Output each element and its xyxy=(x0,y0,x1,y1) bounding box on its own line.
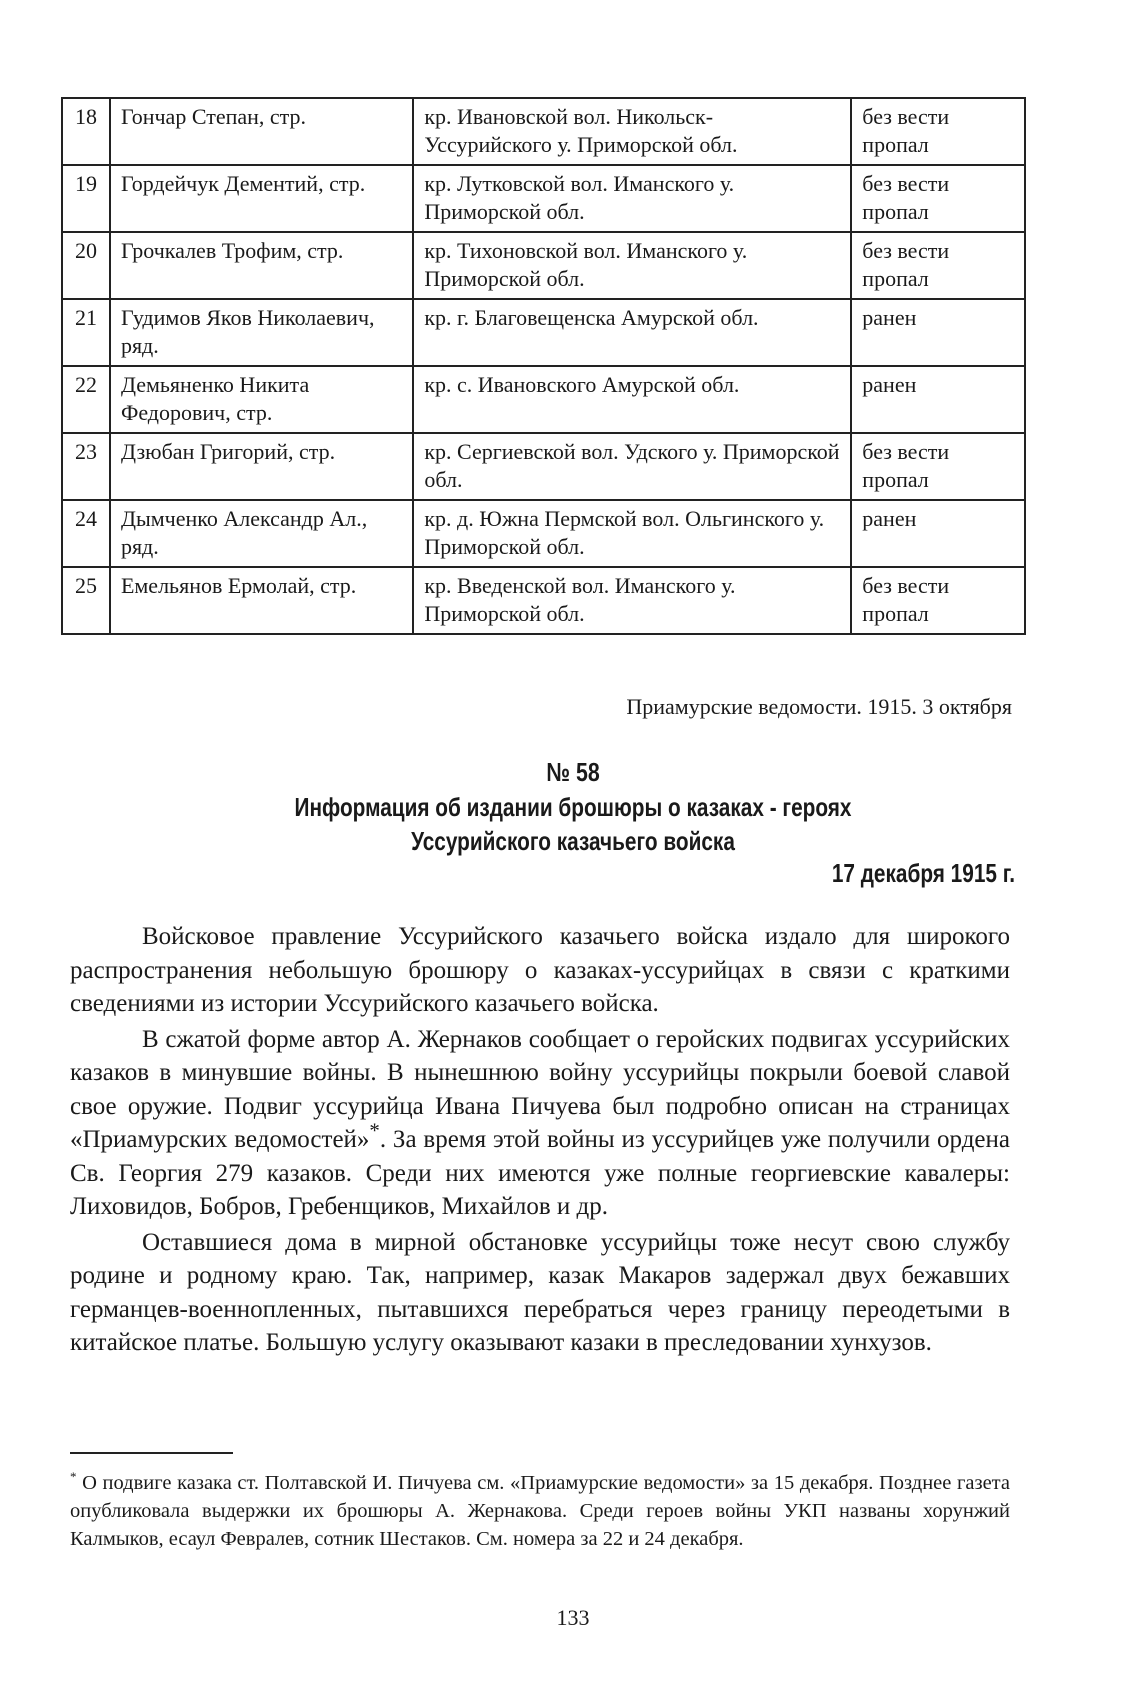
person-name: Демьяненко Никита Федорович, стр. xyxy=(110,366,413,433)
row-number: 24 xyxy=(62,500,110,567)
footnote-text: О подвиге казака ст. Полтавской И. Пичуева см. «Приамурские ведомости» за 15 декабря. Позднее газета опубликовала выдержки их брошюры А. Жернакова. Среди героев войны УКП названы хорунжий Калмыков, есаул Февралев, сотник Шестаков. См. номера за 22 и 24 декабря. xyxy=(70,1472,1010,1550)
status: без вести пропал xyxy=(851,165,1025,232)
origin-place: кр. Ивановской вол. Никольск-Уссурийского у. Приморской обл. xyxy=(413,98,851,165)
origin-place: кр. д. Южна Пермской вол. Ольгинского у. Приморской обл. xyxy=(413,500,851,567)
origin-place: кр. Сергиевской вол. Удского у. Приморской обл. xyxy=(413,433,851,500)
status: ранен xyxy=(851,366,1025,433)
origin-place: кр. Введенской вол. Иманского у. Приморской обл. xyxy=(413,567,851,634)
document-date: 17 декабря 1915 г. xyxy=(831,858,1015,888)
source-citation: Приамурские ведомости. 1915. 3 октября xyxy=(626,694,1012,719)
row-number: 20 xyxy=(62,232,110,299)
row-number: 18 xyxy=(62,98,110,165)
document-number: № 58 xyxy=(546,757,600,787)
row-number: 21 xyxy=(62,299,110,366)
person-name: Дзюбан Григорий, стр. xyxy=(110,433,413,500)
footnote-divider xyxy=(70,1452,233,1454)
title-line: Информация об издании брошюры о казаках - героях xyxy=(294,792,852,822)
document-title xyxy=(115,790,1032,858)
origin-place: кр. Лутковской вол. Иманского у. Приморской обл. xyxy=(413,165,851,232)
paragraph: В сжатой форме автор А. Жернаков сообщает о геройских подвигах уссурийских казаков в минувшие войны. В нынешнюю войну уссурийцы покрыли боевой славой свое оружие. Подвиг уссурийца Ивана Пичуева был подробно описан на страницах «Приамурских ведомостей»*. За время этой войны из уссурийцев уже получили ордена Св. Георгия 279 казаков. Среди них имеются уже полные георгиевские кавалеры: Лиховидов, Бобров, Гребенщиков, Михайлов и др. xyxy=(70,1025,1011,1220)
footnote xyxy=(70,1469,1010,1553)
status: ранен xyxy=(851,500,1025,567)
table-row xyxy=(62,366,1025,433)
status: ранен xyxy=(851,299,1025,366)
paragraph: Оставшиеся дома в мирной обстановке уссурийцы тоже несут свою службу родине и родному краю. Так, например, казак Макаров задержал двух бежавших германцев-военнопленных, пытавшихся перебраться через границу переодетыми в китайское платье. Большую услугу оказывают казаки в преследовании хунхузов. xyxy=(70,1228,1010,1356)
table-row xyxy=(62,433,1025,500)
document-body xyxy=(70,920,1010,1360)
person-name: Гордейчук Дементий, стр. xyxy=(110,165,413,232)
person-name: Гончар Степан, стр. xyxy=(110,98,413,165)
title-line: Уссурийского казачьего войска xyxy=(411,826,735,856)
casualty-table xyxy=(61,97,1026,635)
paragraph: Войсковое правление Уссурийского казачьего войска издало для широкого распространения небольшую брошюру о казаках-уссурийцах в связи с краткими сведениями из истории Уссурийского казачьего войска. xyxy=(70,923,1010,1017)
person-name: Емельянов Ермолай, стр. xyxy=(110,567,413,634)
person-name: Грочкалев Трофим, стр. xyxy=(110,232,413,299)
origin-place: кр. Тихоновской вол. Иманского у. Приморской обл. xyxy=(413,232,851,299)
table-row xyxy=(62,299,1025,366)
person-name: Дымченко Александр Ал., ряд. xyxy=(110,500,413,567)
table-row xyxy=(62,500,1025,567)
page-number: 133 xyxy=(556,1605,590,1630)
row-number: 22 xyxy=(62,366,110,433)
table-row xyxy=(62,232,1025,299)
status: без вести пропал xyxy=(851,567,1025,634)
status: без вести пропал xyxy=(851,232,1025,299)
origin-place: кр. г. Благовещенска Амурской обл. xyxy=(413,299,851,366)
footnote-reference[interactable]: * xyxy=(369,1118,380,1143)
status: без вести пропал xyxy=(851,433,1025,500)
person-name: Гудимов Яков Николаевич, ряд. xyxy=(110,299,413,366)
row-number: 19 xyxy=(62,165,110,232)
footnote-mark: * xyxy=(70,1469,77,1485)
row-number: 23 xyxy=(62,433,110,500)
status: без вести пропал xyxy=(851,98,1025,165)
table-row xyxy=(62,165,1025,232)
row-number: 25 xyxy=(62,567,110,634)
table-row xyxy=(62,567,1025,634)
origin-place: кр. с. Ивановского Амурской обл. xyxy=(413,366,851,433)
table-row xyxy=(62,98,1025,165)
